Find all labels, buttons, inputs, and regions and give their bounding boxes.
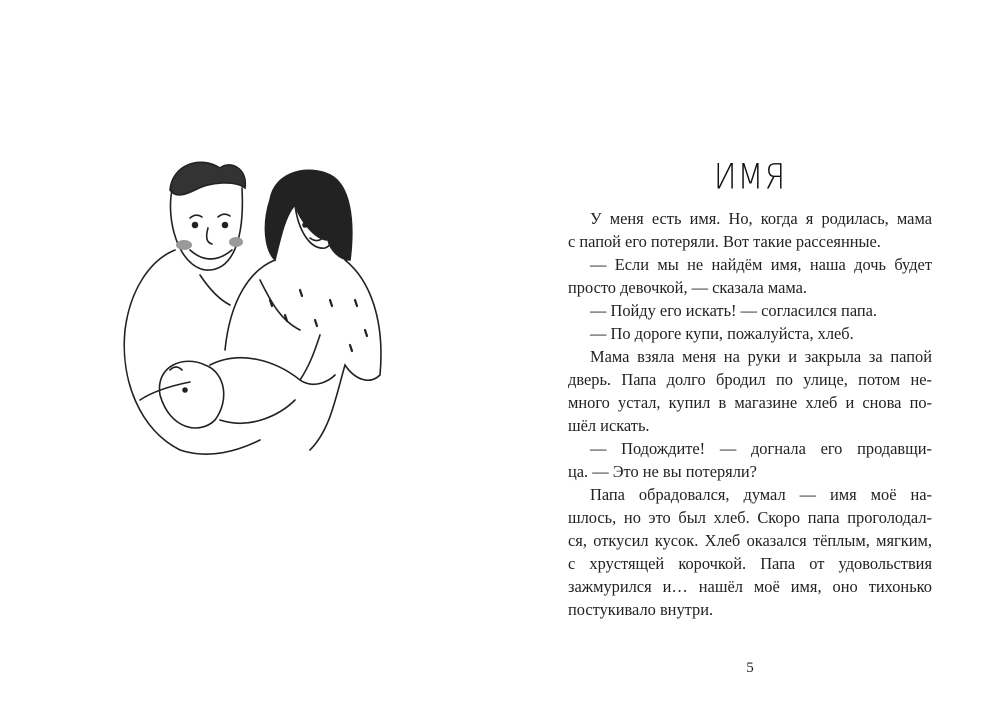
text-line: постукивало внутри. <box>568 600 714 619</box>
text-line: Папа обрадовался, думал — имя моё на- <box>590 485 932 504</box>
father-hair <box>170 162 245 195</box>
text-line: — Если мы не найдём имя, наша дочь будет <box>590 255 932 274</box>
mother-body <box>225 260 381 450</box>
text-line: просто девочкой, — сказала мама. <box>568 278 807 297</box>
text-line: шлось, но это был хлеб. Скоро папа проголодал- <box>568 508 932 527</box>
baby <box>140 335 335 428</box>
text-line: — Подождите! — догнала его продавщи- <box>590 439 932 458</box>
chapter-title: ИМЯ <box>713 157 787 198</box>
text-line: ся, откусил кусок. Хлеб оказался тёплым, мягким, <box>568 531 932 550</box>
text-line: с хрустящей корочкой. Папа от удовольствия <box>568 554 932 573</box>
text-line: Мама взяла меня на руки и закрыла за папой <box>590 347 932 366</box>
text-line: — По дороге купи, пожалуйста, хлеб. <box>590 324 854 343</box>
page-number: 5 <box>746 660 754 676</box>
text-line: дверь. Папа долго бродил по улице, потом не- <box>568 370 932 389</box>
story-text <box>568 207 932 621</box>
text-line: шёл искать. <box>568 416 650 435</box>
text-line: — Пойду его искать! — согласился папа. <box>590 301 878 320</box>
text-line: много устал, купил в магазине хлеб и снова по- <box>568 393 932 412</box>
mother-hair <box>265 170 351 260</box>
text-line: У меня есть имя. Но, когда я родилась, мама <box>590 209 932 228</box>
text-line: ца. — Это не вы потеряли? <box>568 462 757 481</box>
family-illustration <box>100 150 400 480</box>
text-line: зажмурился и… нашёл моё имя, оно тихонько <box>568 577 932 596</box>
text-line: с папой его потеряли. Вот такие рассеянные. <box>568 232 881 251</box>
father-face <box>170 188 242 270</box>
